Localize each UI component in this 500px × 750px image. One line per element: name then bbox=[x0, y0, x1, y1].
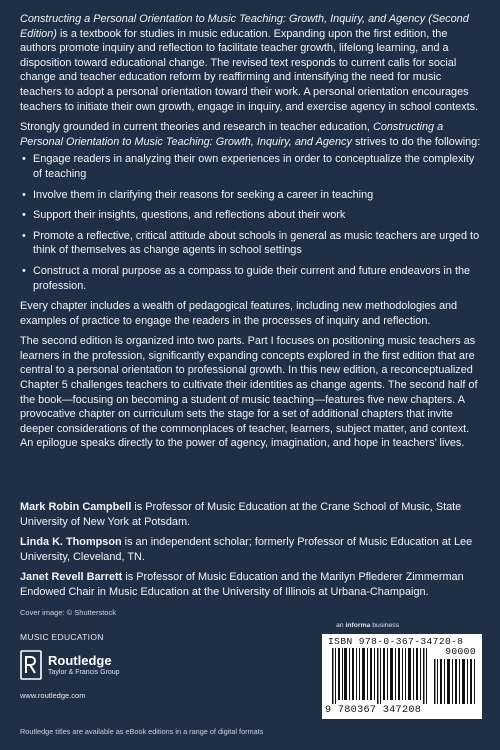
author-description: is Professor of Music Education and the Marilyn Pflederer Zimmerman Endowed Chair in Music Education at the University of Illinois at Urbana-Champaign. bbox=[20, 571, 464, 598]
barcode-bars-icon bbox=[332, 648, 428, 704]
price-code: 90000 bbox=[445, 646, 476, 657]
author-name: Janet Revell Barrett bbox=[20, 571, 123, 584]
publisher-name: Routledge bbox=[48, 652, 112, 668]
goal-item bbox=[20, 152, 483, 181]
informa-word: informa bbox=[345, 622, 371, 629]
informa-suffix: business bbox=[370, 622, 400, 629]
goal-text: Promote a reflective, critical attitude about schools in general as music teachers are urged to think of themselves as change agents in school settings bbox=[33, 229, 480, 257]
intro-text: is a textbook for studies in music education. Expanding upon the first edition, the authors promote inquiry and reflection to facilitate teacher growth, lifelong learning, and a disposition toward educational change. The revised text responds to current calls for social change and teacher education reform by reaffirming and intensifying the need for music teachers to adopt a personal orientation toward their work. A personal orientation encourages teachers to initiate their own growth, engage in inquiry, and exercise agency in school contexts. bbox=[20, 27, 479, 113]
goal-text: Construct a moral purpose as a compass to guide their current and future endeavors in the profession. bbox=[33, 264, 471, 292]
grounding-paragraph bbox=[20, 120, 483, 149]
grounding-text-after: strives to do the following: bbox=[351, 135, 481, 148]
author-description: is an independent scholar; formerly Professor of Music Education at Lee University, Cleveland, TN. bbox=[20, 536, 473, 563]
goal-text: Involve them in clarifying their reasons for seeking a career in teaching bbox=[33, 188, 374, 201]
goal-text: Support their insights, questions, and reflections about their work bbox=[33, 209, 346, 222]
goal-item bbox=[20, 208, 483, 223]
back-cover-description bbox=[20, 12, 483, 457]
book-title-italic: Constructing a Personal Orientation to Music Teaching: Growth, Inquiry, and Agency (Second Edition) bbox=[20, 13, 469, 40]
subject-category: MUSIC EDUCATION bbox=[20, 632, 104, 642]
author-bios bbox=[20, 500, 483, 606]
author-bio bbox=[20, 570, 483, 599]
author-description: is Professor of Music Education at the Crane School of Music, State University of New York at Potsdam. bbox=[20, 501, 462, 528]
cover-image-credit: Cover image: © Shutterstock bbox=[20, 608, 116, 617]
author-name: Mark Robin Campbell bbox=[20, 501, 132, 513]
goals-list bbox=[20, 152, 483, 293]
isbn-label: ISBN 978-0-367-34720-8 bbox=[328, 636, 464, 647]
ebook-footnote: Routledge titles are available as eBook editions in a range of digital formats bbox=[20, 727, 264, 736]
book-title-italic-2: Constructing a Personal Orientation to Music Teaching: Growth, Inquiry, and Agency bbox=[20, 121, 444, 148]
publisher-logo bbox=[20, 650, 120, 680]
goal-item bbox=[20, 188, 483, 203]
informa-business-tag bbox=[336, 622, 399, 629]
author-bio bbox=[20, 500, 483, 529]
publisher-url: www.routledge.com bbox=[20, 691, 86, 700]
bullet-icon: • bbox=[22, 264, 26, 277]
bullet-icon: • bbox=[22, 153, 26, 166]
isbn-barcode bbox=[322, 634, 482, 719]
goal-item bbox=[20, 264, 483, 293]
bullet-icon: • bbox=[22, 188, 26, 201]
grounding-text-before: Strongly grounded in current theories and research in teacher education, bbox=[20, 121, 373, 134]
bullet-icon: • bbox=[22, 209, 26, 222]
author-bio bbox=[20, 535, 483, 564]
price-barcode-bars-icon bbox=[434, 659, 476, 704]
informa-prefix: an bbox=[336, 622, 346, 629]
goal-text: Engage readers in analyzing their own experiences in order to conceptualize the complexity of teaching bbox=[33, 153, 475, 180]
intro-paragraph bbox=[20, 12, 483, 114]
isbn-digits: 9 780367 347208 bbox=[325, 705, 422, 716]
goal-item bbox=[20, 229, 483, 258]
features-paragraph: Every chapter includes a wealth of pedagogical features, including new methodologies and examples of practice to engage the readers in the processes of inquiry and reflection. bbox=[20, 300, 458, 327]
author-name: Linda K. Thompson bbox=[20, 536, 122, 549]
second-edition-paragraph: The second edition is organized into two parts. Part I focuses on positioning music teachers as learners in the profession, significantly expanding concepts explored in the first edition that are central to a personal orientation to professional growth. In this new edition, a reconceptualized Chapter 5 challenges teachers to cultivate their identities as change agents. The second half of the book—focusing on becoming a student of music teaching—features five new chapters. A provocative chapter on curriculum sets the stage for a set of additional chapters that invite deeper considerations of the commonplaces of teacher, learners, subject matter, and context. An epilogue speaks directly to the power of agency, imagination, and hope in teachers’ lives. bbox=[20, 335, 478, 450]
publisher-group: Taylor & Francis Group bbox=[48, 668, 120, 676]
routledge-logo-icon bbox=[20, 650, 42, 680]
bullet-icon: • bbox=[22, 229, 26, 242]
